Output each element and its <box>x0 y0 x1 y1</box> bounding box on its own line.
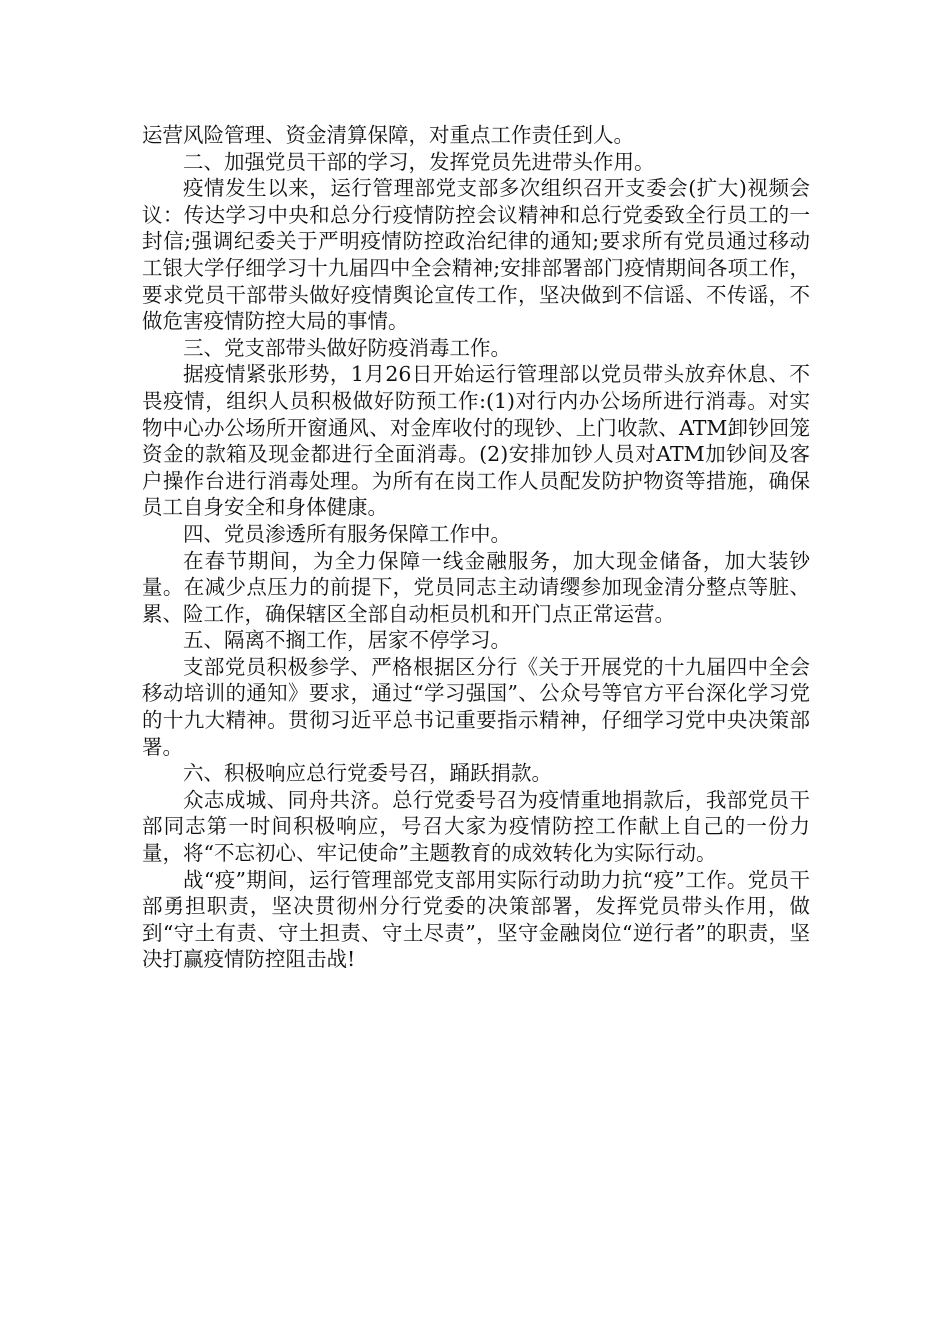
section-heading-3: 三、党支部带头做好防疫消毒工作。 <box>183 335 511 360</box>
paragraph-continuation: 运营风险管理、资金清算保障，对重点工作责任到人。 <box>142 123 634 147</box>
paragraph: 众志成城、同舟共济。总行党委号召为疫情重地捐款后，我部党员干部同志第一时间积极响应，号召大家为疫情防控工作献上自己的一份力量，将“不忘初心、牢记使命”主题教育的成效转化为实际行动。 <box>142 787 810 866</box>
document-body <box>142 122 810 973</box>
section-heading-4: 四、党员渗透所有服务保障工作中。 <box>183 521 511 546</box>
paragraph: 在春节期间，为全力保障一线金融服务，加大现金储备，加大装钞量。在减少点压力的前提下，党员同志主动请缨参加现金清分整点等脏、累、险工作，确保辖区全部自动柜员机和开门点正常运营。 <box>142 548 810 626</box>
paragraph: 据疫情紧张形势，1月26日开始运行管理部以党员带头放弃休息、不畏疫情，组织人员积极做好防预工作:(1)对行内办公场所进行消毒。对实物中心办公场所开窗通风、对金库收付的现钞、上门收款、ATM卸钞回笼资金的款箱及现金都进行全面消毒。(2)安排加钞人员对ATM加钞间及客户操作台进行消毒处理。为所有在岗工作人员配发防护物资等措施，确保员工自身安全和身体健康。 <box>142 362 810 520</box>
section-heading-5: 五、隔离不搁工作，居家不停学习。 <box>183 628 511 653</box>
closing-paragraph: 战“疫”期间，运行管理部党支部用实际行动助力抗“疫”工作。党员干部勇担职责，坚决贯彻州分行党委的决策部署，发挥党员带头作用，做到“守土有责、守土担责、守土尽责”，坚守金融岗位“逆行者”的职责，坚决打赢疫情防控阻击战! <box>142 867 810 972</box>
paragraph: 疫情发生以来，运行管理部党支部多次组织召开支委会(扩大)视频会议：传达学习中央和总分行疫情防控会议精神和总行党委致全行员工的一封信;强调纪委关于严明疫情防控政治纪律的通知;要求所有党员通过移动工银大学仔细学习十九届四中全会精神;安排部署部门疫情期间各项工作，要求党员干部带头做好疫情舆论宣传工作，坚决做到不信谣、不传谣，不做危害疫情防控大局的事情。 <box>142 176 810 334</box>
section-heading-2: 二、加强党员干部的学习，发挥党员先进带头作用。 <box>183 149 655 174</box>
section-heading-6: 六、积极响应总行党委号召，踊跃捐款。 <box>183 761 552 786</box>
paragraph: 支部党员积极参学、严格根据区分行《关于开展党的十九届四中全会移动培训的通知》要求，通过“学习强国”、公众号等官方平台深化学习党的十九大精神。贯彻习近平总书记重要指示精神，仔细学习党中央决策部署。 <box>142 654 810 759</box>
